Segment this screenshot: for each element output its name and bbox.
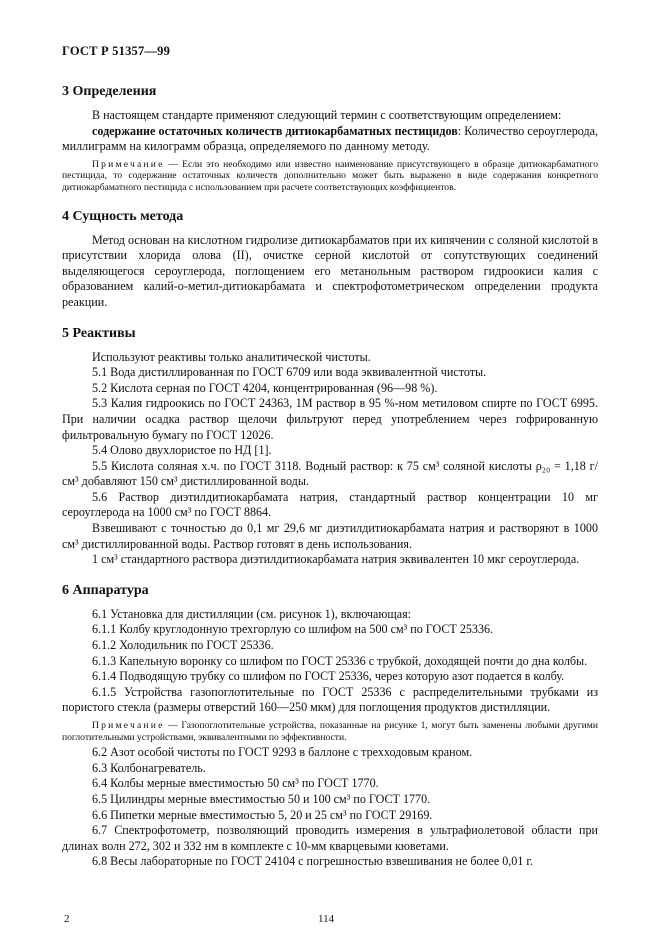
section-title: 5 Реактивы (62, 325, 136, 341)
paragraph: 5.5 Кислота соляная х.ч. по ГОСТ 3118. Водный раствор: к 75 см³ соляной кислоты ρ₂₀ = 1,18 г/см³ добавляют 150 см³ дистиллированной воды. (62, 458, 598, 489)
paragraph: 6.2 Азот особой чистоты по ГОСТ 9293 в баллоне с трехходовым краном. (92, 745, 473, 760)
paragraph: Взвешивают с точностью до 0,1 мг 29,6 мг диэтилдитиокарбамата натрия и растворяют в 1000 см³ дистиллированной воды. Раствор готовят в день использования. (62, 521, 598, 551)
paragraph: 5.4 Олово двухлористое по НД [1]. (92, 443, 272, 458)
paragraph: 6.1.2 Холодильник по ГОСТ 25336. (92, 638, 274, 653)
document-page (62, 44, 598, 884)
paragraph: 5.6 Раствор диэтилдитиокарбамата натрия, стандартный раствор концентрации 10 мг сероуглерода на 1000 см³ по ГОСТ 8864. (62, 489, 598, 520)
note-label: Примечание (92, 158, 165, 170)
paragraph: Метод основан на кислотном гидролизе дитиокарбаматов при их кипячении с соляной кислотой в присутствии хлорида олова (II), очистке серной кислотой от сопутствующих соединений выделяющегося сероуглерода, поглощением его метанольным раствором гидроокиси калия с образованием калий-о-метил-дитиокарбамата и спектрофотометрическом определении продукта реакции. (62, 232, 598, 309)
paragraph: 6.4 Колбы мерные вместимостью 50 см³ по ГОСТ 1770. (92, 776, 379, 791)
note-label: Примечание (92, 720, 165, 731)
section-reagents (62, 325, 598, 568)
note-text: — Газопоглотительные устройства, показанные на рисунке 1, могут быть заменены любыми другими поглотительными устройствами, эквивалентными по эффективности. (62, 720, 598, 743)
paragraph: 6.3 Колбонагреватель. (92, 760, 206, 775)
paragraph: 5.3 Калия гидроокись по ГОСТ 24363, 1М раствор в 95 %-ном метиловом спирте по ГОСТ 6995. При наличии осадка раствор щелочи фильтруют перед употреблением через гофрированную фильтровальную бумагу по ГОСТ 12026. (62, 396, 598, 442)
sheet-number: 114 (318, 913, 335, 925)
section-title: 6 Аппаратура (62, 582, 149, 598)
paragraph: 6.1.4 Подводящую трубку со шлифом по ГОСТ 25336, через которую азот подается в колбу. (92, 669, 565, 684)
section-apparatus (62, 582, 598, 870)
section-title: 4 Сущность метода (62, 208, 184, 224)
paragraph: 6.7 Спектрофотометр, позволяющий проводить измерения в ультрафиолетовой области при длинах волн 272, 302 и 332 нм в комплекте с 10-мм кварцевыми кюветами. (62, 823, 598, 853)
definition-paragraph (62, 124, 598, 155)
standard-header: ГОСТ Р 51357—99 (62, 44, 171, 58)
paragraph: 6.1.3 Капельную воронку со шлифом по ГОСТ 25336 с трубкой, доходящей почти до дна колбы. (92, 653, 588, 668)
paragraph: 5.2 Кислота серная по ГОСТ 4204, концентрированная (96—98 %). (92, 380, 438, 395)
paragraph: 6.1.5 Устройства газопоглотительные по ГОСТ 25336 с распределительными трубками из пористого стекла (размеры отверстий 160—250 мкм) для поглощения продуктов дистилляции. (62, 684, 598, 715)
defined-term: содержание остаточных количеств дитиокарбаматных пестицидов (92, 123, 458, 138)
note (62, 720, 598, 743)
section-method-essence (62, 208, 598, 311)
paragraph: 6.1.1 Колбу круглодонную трехгорлую со шлифом на 500 см³ по ГОСТ 25336. (92, 622, 494, 637)
paragraph: Используют реактивы только аналитической чистоты. (92, 349, 371, 364)
section-definitions (62, 83, 598, 194)
section-title: 3 Определения (62, 84, 157, 99)
paragraph: В настоящем стандарте применяют следующий термин с соответствующим определением: (92, 108, 562, 122)
definition-text: : Количество сероуглерода, миллиграмм на килограмм образца, определяемого по данному методу. (62, 123, 599, 154)
note-text: — Если это необходимо или известно наименование присутствующего в образце дитиокарбаматного пестицида, то содержание остаточных количеств дополнительно может быть выражено в виде содержания конкретного дитиокарбаматного пестицида с использованием при расчете соответствующих коэффициентов. (62, 158, 598, 193)
paragraph: 1 см³ стандартного раствора диэтилдитиокарбамата натрия эквивалентен 10 мкг сероуглерода. (92, 552, 580, 567)
paragraph: 6.8 Весы лабораторные по ГОСТ 24104 с погрешностью взвешивания не более 0,01 г. (92, 854, 534, 869)
paragraph: 5.1 Вода дистиллированная по ГОСТ 6709 или вода эквивалентной чистоты. (92, 365, 487, 380)
paragraph: 6.6 Пипетки мерные вместимостью 5, 20 и 25 см³ по ГОСТ 29169. (92, 807, 433, 822)
page-number: 2 (64, 913, 70, 925)
paragraph: 6.5 Цилиндры мерные вместимостью 50 и 100 см³ по ГОСТ 1770. (92, 791, 431, 806)
paragraph: 6.1 Установка для дистилляции (см. рисунок 1), включающая: (92, 606, 412, 621)
note (62, 159, 598, 194)
